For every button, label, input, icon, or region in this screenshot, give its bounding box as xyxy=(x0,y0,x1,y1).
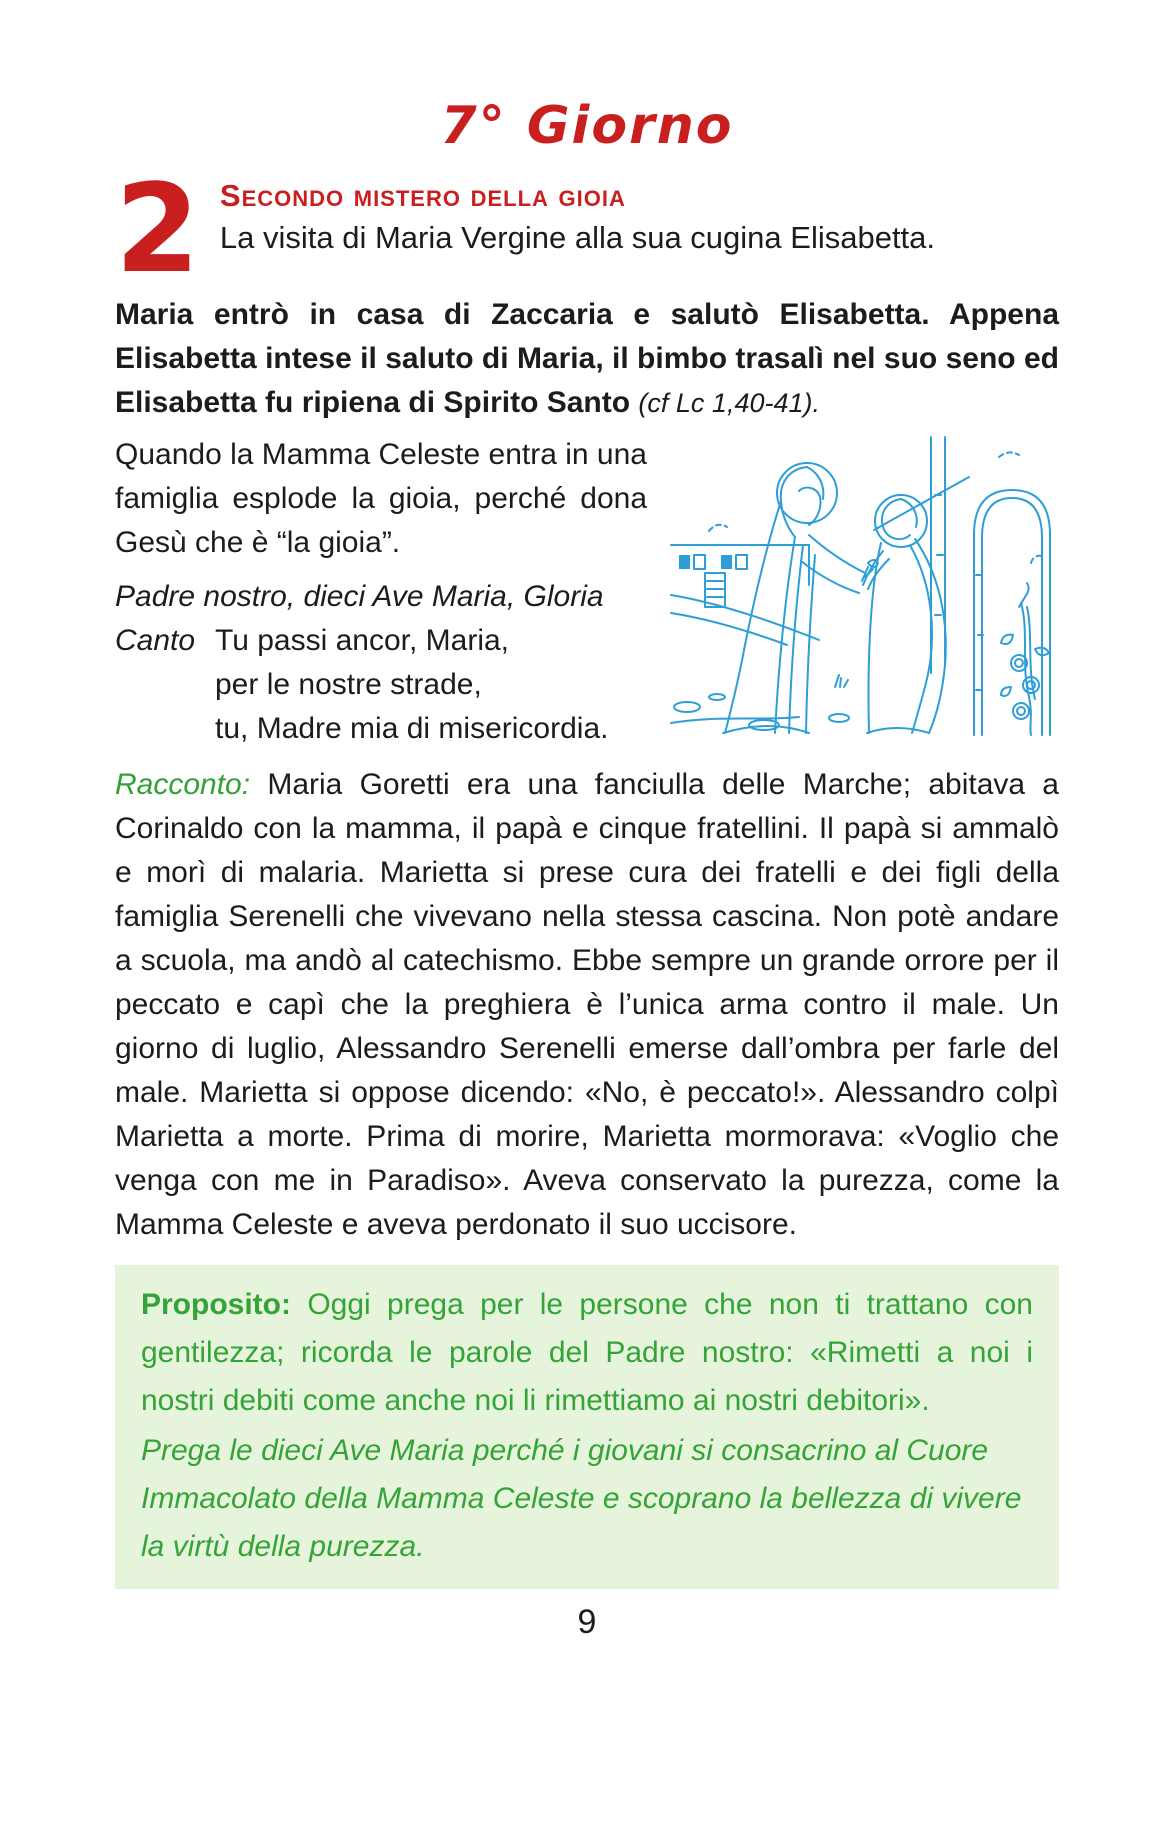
prayer-line: Padre nostro, dieci Ave Maria, Gloria xyxy=(115,580,604,614)
canto-line: Tu passi ancor, Maria, xyxy=(215,624,510,658)
mystery-header xyxy=(115,158,1059,300)
page-number: 9 xyxy=(577,1603,597,1642)
mary-halo xyxy=(777,463,837,523)
mystery-subtitle: La visita di Maria Vergine alla sua cugina Elisabetta. xyxy=(219,220,936,255)
canto-lines xyxy=(215,619,608,751)
canto-line: per le nostre strade, xyxy=(215,668,482,702)
book-page xyxy=(0,96,1174,1826)
proposito-main xyxy=(141,1281,1033,1425)
scripture-paragraph xyxy=(115,293,1059,425)
visitation-illustration xyxy=(669,435,1059,740)
scripture-bold-text: Maria entrò in casa di Zaccaria e salutò Elisabetta. Appena Elisabetta intese il saluto di Maria, il bimbo trasalì nel suo seno ed Elisabetta fu ripiena di Spirito Santo xyxy=(115,298,1059,420)
proposito-text: Oggi prega per le persone che non ti trattano con gentilezza; ricorda le parole del Padre nostro: «Rimetti a noi i nostri debiti come anche noi li rimettiamo ai nostri debitori». xyxy=(141,1288,1033,1418)
mystery-number: 2 xyxy=(115,158,200,300)
story-label: Racconto: xyxy=(115,768,251,802)
proposito-italic-text: Prega le dieci Ave Maria perché i giovani si consacrino al Cuore Immacolato della Mamma Celeste e scoprano la bellezza di vivere la virtù della purezza. xyxy=(141,1434,1022,1564)
proposito-box xyxy=(115,1265,1059,1589)
canto-block xyxy=(115,619,647,751)
reflection-and-prayers xyxy=(115,433,1059,751)
scripture-reference: (cf Lc 1,40-41). xyxy=(638,388,820,419)
canto-line: tu, Madre mia di misericordia. xyxy=(215,712,609,746)
proposito-label: Proposito: xyxy=(141,1288,291,1322)
canto-label: Canto xyxy=(115,624,196,658)
mystery-texts xyxy=(220,172,935,260)
story-text: Maria Goretti era una fanciulla delle Marche; abitava a Corinaldo con la mamma, il papà e cinque fratellini. Il papà si ammalò e morì di malaria. Marietta si prese cura dei fratelli e dei figli della famiglia Serenelli che vivevano nella stessa cascina. Non potè andare a scuola, ma andò al catechismo. Ebbe sempre un grande orrore per il peccato e capì che la preghiera è l’unica arma contro il male. Un giorno di luglio, Alessandro Serenelli emerse dall’ombra per farle del male. Marietta si oppose dicendo: «No, è peccato!». Alessandro colpì Marietta a morte. Prima di morire, Marietta mormorava: «Voglio che venga con me in Paradiso». Aveva conservato la purezza, come la Mamma Celeste e aveva perdonato il suo uccisore. xyxy=(115,768,1059,1242)
reflection-paragraph: Quando la Mamma Celeste entra in una famiglia esplode la gioia, perché dona Gesù che è “la gioia”. xyxy=(115,438,647,560)
page-title: 7° Giorno xyxy=(440,96,734,156)
mystery-heading: Secondo mistero della gioia xyxy=(219,178,626,213)
story-paragraph xyxy=(115,763,1059,1247)
arch-door xyxy=(974,490,1050,735)
